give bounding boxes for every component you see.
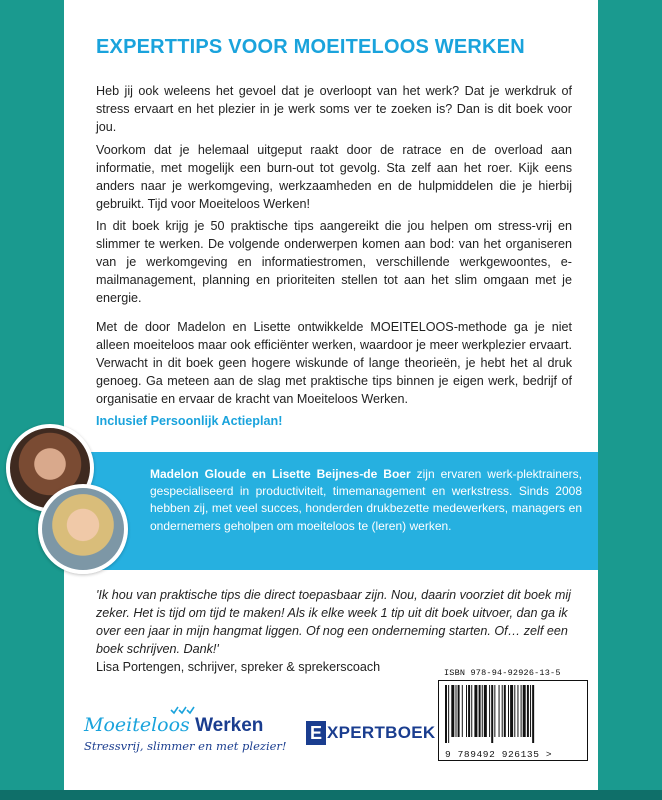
barcode-bar [458,685,460,737]
barcode-bar [494,685,495,737]
barcode-bar [484,685,487,737]
barcode-bar [510,685,513,737]
intro-paragraph-2: Voorkom dat je helemaal uitgeput raakt door de ratrace en de overload aan informatie, met mogelijk een burn-out tot gevolg. Sta zelf aan het roer. Kijk eens anders naar je werkomgeving, werkzaamheden en de hulpmiddelen die je hierbij gebruikt. Tijd voor Moeiteloos Werken! [96,143,572,211]
barcode-bar [523,685,526,737]
barcode-digits: 9 789492 926135 > [445,749,553,760]
barcode-bar [502,685,503,737]
back-cover [64,0,598,790]
intro-paragraph-1: Heb jij ook weleens het gevoel dat je overloopt van het werk? Dat je werkdruk of stress ervaart en het plezier in je werk soms ver te zoeken is? Dan is dit boek voor jou. [96,84,572,134]
barcode-bar [482,685,483,737]
author-bio [150,466,582,535]
barcode-bar [530,685,531,737]
logo-wordmark [84,714,264,737]
author-names: Madelon Gloude en Lisette Beijnes-de Boer [150,467,411,481]
barcode-bar [479,685,481,737]
barcode-bar [471,685,472,737]
barcode-bar [474,685,477,737]
barcode-bar [508,685,509,737]
isbn-label: ISBN 978-94-92926-13-5 [444,668,561,678]
barcode-bar [491,685,493,743]
author-bio-text: zijn ervaren werk-plektrainers, gespecialiseerd in productiviteit, timemanagement en werkstress. Sinds 2008 hebben zij, met veel succes, honderden drukbezette medewerkers, managers en ondernemers geholpen om moeiteloos te (leren) werken. [150,467,582,533]
author-photo-lisette [38,484,128,574]
barcode-bar [499,685,500,737]
moeiteloos-werken-logo [84,714,287,753]
barcode-bar [532,685,534,743]
endorsement-quote: 'Ik hou van praktische tips die direct toepasbaar zijn. Nou, daarin voorziet dit boek mij zeker. Het is tijd om tijd te maken! Als ik elke week 1 tip uit dit boek uitvoer, dan ga ik over een jaar in mijn hangmat liggen. Of nog een onderneming starten. Of… zelf een boek schrijven. Dank!' [96,588,571,656]
cover-bottom-strip [0,790,662,800]
author-band [64,452,598,570]
isbn-block [438,668,588,774]
barcode-bar [468,685,470,737]
logo-tagline: Stressvrij, slimmer en met plezier! [84,739,287,753]
barcode-bar [504,685,506,737]
checkmark-ticks-icon [170,704,196,716]
barcode-bar [466,685,467,737]
barcode-bar [451,685,454,737]
logo-word-moeiteloos: Moeiteloos [84,714,190,736]
expertboek-logo [306,720,436,746]
expertboek-logo-text: XPERTBOEK [327,723,436,742]
endorsement-author: Lisa Portengen, schrijver, spreker & sprekerscoach [96,660,381,674]
barcode-bar [456,685,457,737]
barcode-bar [521,685,522,737]
intro-paragraph-3: In dit boek krijg je 50 praktische tips aangereikt die jou helpen om stress-vrij en slimmer te werken. De volgende onderwerpen komen aan bod: van het organiseren van je werkomgeving en informatiestromen, verschillende werkgewoontes, e-mailmanagement, planning en prioriteiten stellen tot aan het slim omgaan met je energie. [96,219,572,305]
intro-paragraph-4: Met de door Madelon en Lisette ontwikkelde MOEITELOOS-methode ga je niet alleen moeiteloos maar ook efficiënter werken, waardoor je meer werkplezier ervaart. Verwacht in dit boek geen hogere wiskunde of lange theorieën, je hebt het al druk genoeg. Ga meteen aan de slag met praktische tips binnen je eigen werk, bedrijf of organisatie en ervaar de kracht van Moeiteloos Werken. [96,320,572,406]
logo-word-werken: Werken [195,715,264,736]
expertboek-logo-box: E [306,721,326,745]
barcode-frame [438,680,588,761]
barcode-bar [517,685,518,737]
barcode-bar [489,685,490,737]
barcode [443,685,583,743]
barcode-bar [445,685,447,743]
cover-title: EXPERTTIPS VOOR MOEITELOOS WERKEN [96,36,525,58]
barcode-bar [448,685,449,743]
barcode-bar [514,685,515,737]
barcode-bar [527,685,529,737]
actieplan-highlight: Inclusief Persoonlijk Actieplan! [96,414,283,428]
barcode-bar [462,685,463,737]
